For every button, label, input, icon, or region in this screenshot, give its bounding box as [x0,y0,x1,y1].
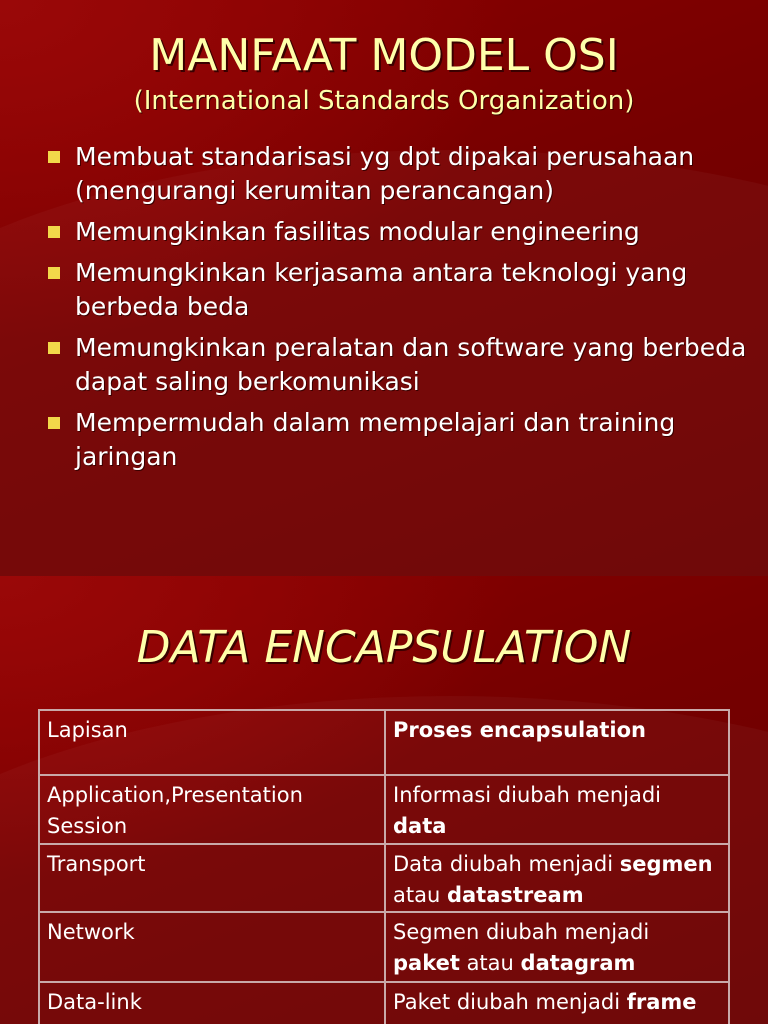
table-row [39,775,729,844]
process-term: datastream [446,883,584,907]
slide-title: DATA ENCAPSULATION [136,622,632,673]
bullet-item [48,256,748,324]
slide-subtitle: (International Standards Organization) [133,86,635,116]
layer-cell: Data-link [39,982,385,1024]
header-cell-process: Proses encapsulation [385,710,729,775]
bullet-text: Memungkinkan kerjasama antara teknologi yang berbeda beda [75,258,688,321]
process-term: segmen [619,852,713,876]
table-row [39,982,729,1024]
square-bullet-icon [48,342,60,354]
bullet-item [48,331,748,399]
square-bullet-icon [48,226,60,238]
process-term: frame [626,990,697,1014]
bullet-text: Membuat standarisasi yg dpt dipakai perusahaan (mengurangi kerumitan perancangan) [75,142,695,205]
square-bullet-icon [48,151,60,163]
layer-cell: Application,Presentation Session [39,775,385,844]
square-bullet-icon [48,417,60,429]
bullet-list [48,140,748,481]
bullet-text: Memungkinkan fasilitas modular engineering [75,217,640,246]
process-cell [385,775,729,844]
encapsulation-table [38,709,730,1024]
bullet-item [48,140,748,208]
table-header-row [39,710,729,775]
process-text: Data diubah menjadi [393,852,620,876]
process-cell [385,982,729,1024]
process-term: datagram [520,951,636,975]
slide-data-encapsulation [0,576,768,1024]
process-connector: atau [393,883,447,907]
process-term: data [393,814,447,838]
bullet-item [48,215,748,249]
table-row [39,912,729,982]
process-cell [385,844,729,912]
process-term: paket [393,951,460,975]
process-cell [385,912,729,982]
square-bullet-icon [48,267,60,279]
bullet-text: Mempermudah dalam mempelajari dan training jaringan [75,408,676,471]
bullet-item [48,406,748,474]
bullet-text: Memungkinkan peralatan dan software yang berbeda dapat saling berkomunikasi [75,333,747,396]
process-connector: atau [459,951,521,975]
table-row [39,844,729,912]
process-text: Segmen diubah menjadi [393,920,650,944]
process-text: Paket diubah menjadi [393,990,627,1014]
slide-title: MANFAAT MODEL OSI [149,30,619,81]
process-text: Informasi diubah menjadi [393,783,661,807]
header-cell-layer: Lapisan [39,710,385,775]
layer-cell: Transport [39,844,385,912]
layer-cell: Network [39,912,385,982]
